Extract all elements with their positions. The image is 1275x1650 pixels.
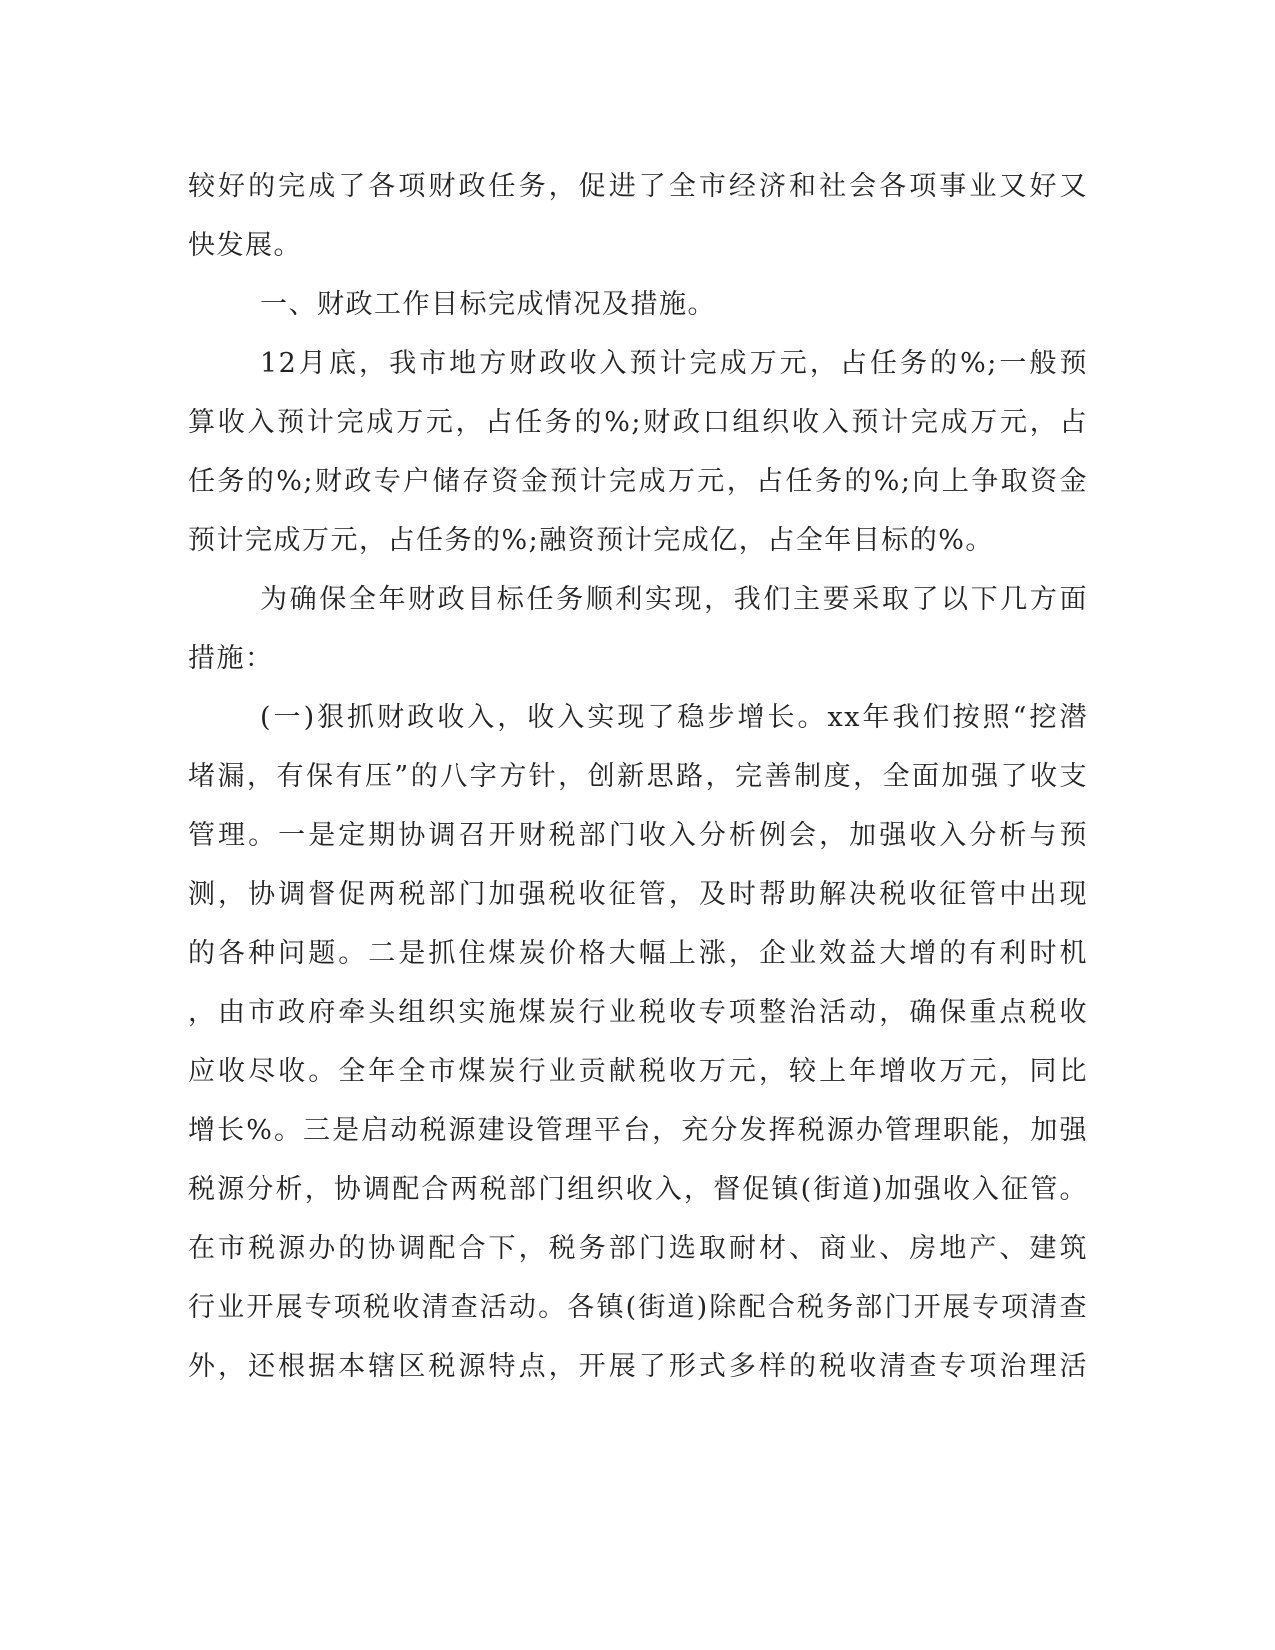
text-line: 预计完成万元，占任务的%;融资预计完成亿，占全年目标的%。 bbox=[188, 525, 994, 556]
body-text bbox=[188, 157, 1088, 1396]
text-line: 快发展。 bbox=[188, 230, 302, 261]
text-line: 税源分析，协调配合两税部门组织收入，督促镇(街道)加强收入征管。 bbox=[188, 1174, 1088, 1205]
text-line: 措施： bbox=[188, 643, 274, 674]
text-line: 较好的完成了各项财政任务，促进了全市经济和社会各项事业又好又 bbox=[188, 171, 1088, 202]
text-line: 算收入预计完成万元，占任务的%;财政口组织收入预计完成万元，占 bbox=[188, 407, 1088, 438]
text-line: 外，还根据本辖区税源特点，开展了形式多样的税收清查专项治理活 bbox=[188, 1351, 1088, 1382]
text-line: 为确保全年财政目标任务顺利实现，我们主要采取了以下几方面 bbox=[260, 584, 1088, 615]
text-line: 一、财政工作目标完成情况及措施。 bbox=[260, 289, 716, 320]
text-line: 应收尽收。全年全市煤炭行业贡献税收万元，较上年增收万元，同比 bbox=[188, 1056, 1088, 1087]
text-line: 任务的%;财政专户储存资金预计完成万元，占任务的%;向上争取资金 bbox=[188, 466, 1088, 497]
text-line: 的各种问题。二是抓住煤炭价格大幅上涨，企业效益大增的有利时机 bbox=[188, 938, 1088, 969]
text-line: (一)狠抓财政收入，收入实现了稳步增长。xx年我们按照“挖潜 bbox=[260, 702, 1088, 733]
text-line: 管理。一是定期协调召开财税部门收入分析例会，加强收入分析与预 bbox=[188, 820, 1088, 851]
text-line: ，由市政府牵头组织实施煤炭行业税收专项整治活动，确保重点税收 bbox=[188, 997, 1088, 1028]
text-line: 12月底，我市地方财政收入预计完成万元，占任务的%;一般预 bbox=[260, 348, 1088, 379]
text-line: 增长%。三是启动税源建设管理平台，充分发挥税源办管理职能，加强 bbox=[188, 1115, 1088, 1146]
text-line: 行业开展专项税收清查活动。各镇(街道)除配合税务部门开展专项清查 bbox=[188, 1292, 1088, 1323]
text-line: 测，协调督促两税部门加强税收征管，及时帮助解决税收征管中出现 bbox=[188, 879, 1088, 910]
text-line: 堵漏，有保有压”的八字方针，创新思路，完善制度，全面加强了收支 bbox=[188, 761, 1088, 792]
text-line: 在市税源办的协调配合下，税务部门选取耐材、商业、房地产、建筑 bbox=[188, 1233, 1088, 1264]
